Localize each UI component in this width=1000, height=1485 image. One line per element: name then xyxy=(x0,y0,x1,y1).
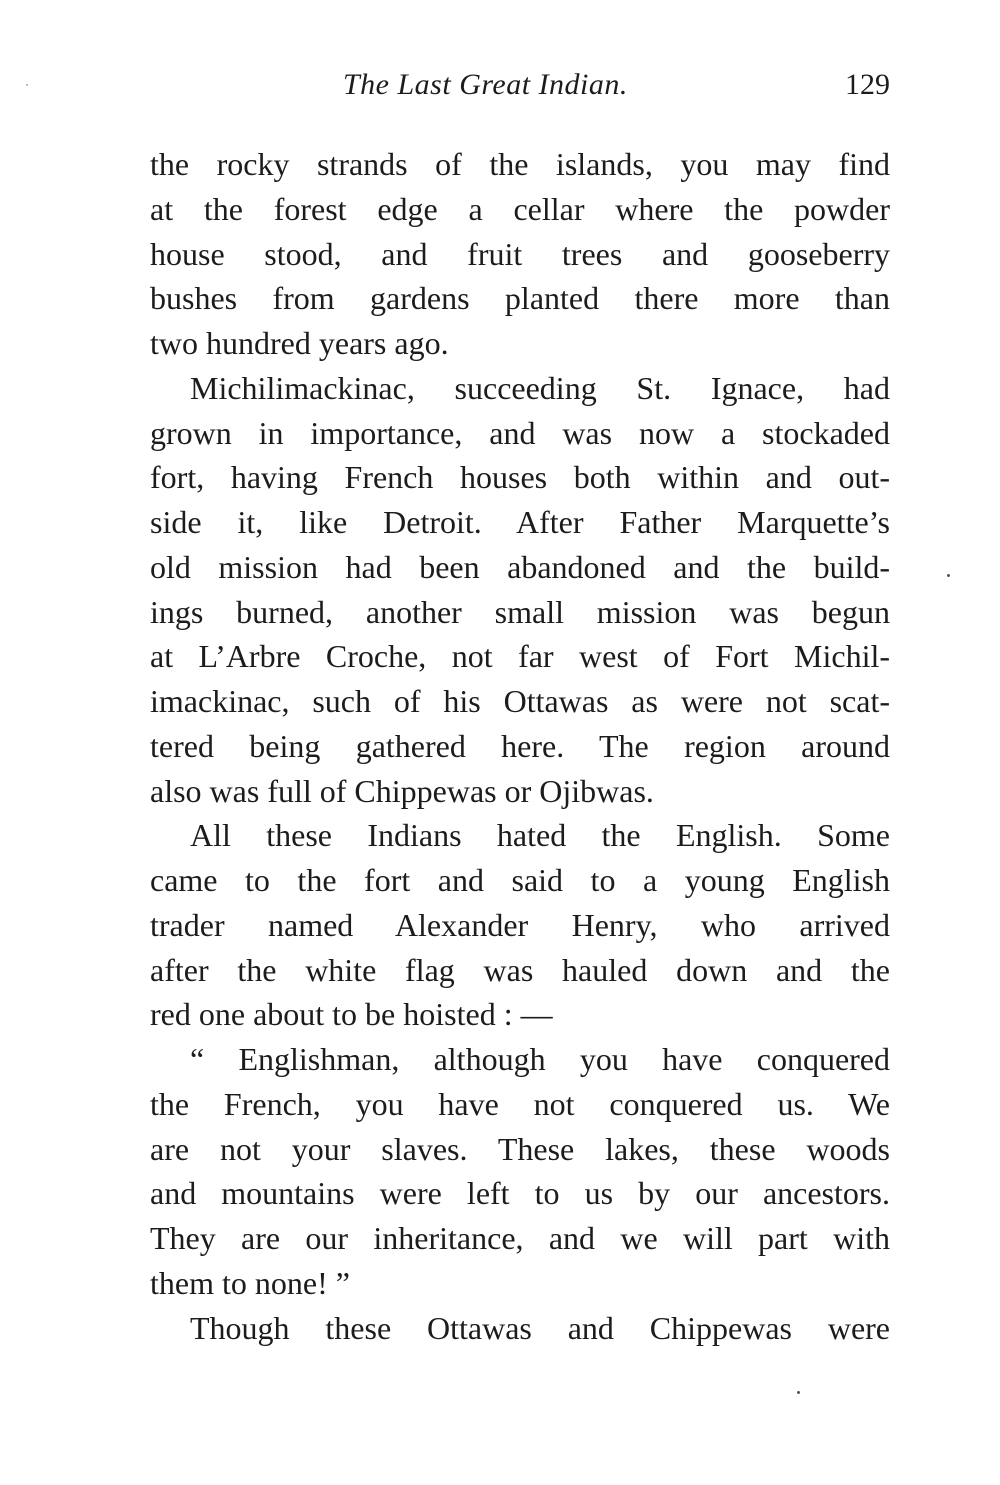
body-text xyxy=(150,142,890,1350)
scan-speck xyxy=(947,574,950,577)
scan-speck xyxy=(26,84,28,86)
text-line: at L’Arbre Croche, not far west of Fort Michil- xyxy=(150,638,890,675)
text-line: the French, you have not conquered us. We xyxy=(150,1085,890,1122)
scan-speck xyxy=(797,1391,800,1394)
text-line: trader named Alexander Henry, who arrived xyxy=(150,906,890,943)
text-line: two hundred years ago. xyxy=(150,325,449,361)
text-line: after the white flag was hauled down and the xyxy=(150,951,890,988)
running-title: The Last Great Indian. xyxy=(343,68,628,101)
page-number: 129 xyxy=(845,68,890,101)
text-line: All these Indians hated the English. Some xyxy=(190,817,890,854)
text-line: Though these Ottawas and Chippewas were xyxy=(190,1309,890,1346)
text-line: the rocky strands of the islands, you may find xyxy=(150,146,890,182)
text-line: tered being gathered here. The region around xyxy=(150,727,890,764)
text-line: grown in importance, and was now a stockaded xyxy=(150,414,890,451)
text-line: house stood, and fruit trees and gooseberry xyxy=(150,235,890,272)
text-line: at the forest edge a cellar where the powder xyxy=(150,190,890,227)
text-line: bushes from gardens planted there more than xyxy=(150,280,890,317)
text-line: old mission had been abandoned and the build- xyxy=(150,548,890,585)
text-line: fort, having French houses both within and out- xyxy=(150,459,890,496)
text-line: “ Englishman, although you have conquered xyxy=(190,1041,890,1077)
text-line: Michilimackinac, succeeding St. Ignace, had xyxy=(190,369,890,406)
text-line: imackinac, such of his Ottawas as were not scat- xyxy=(150,683,890,719)
running-header xyxy=(150,68,890,112)
text-line: side it, like Detroit. After Father Marquette’s xyxy=(150,504,890,540)
text-line: are not your slaves. These lakes, these woods xyxy=(150,1130,890,1167)
text-line: red one about to be hoisted : — xyxy=(150,996,553,1033)
text-line: ings burned, another small mission was begun xyxy=(150,593,890,630)
text-line: also was full of Chippewas or Ojibwas. xyxy=(150,772,654,809)
text-line: came to the fort and said to a young English xyxy=(150,862,890,898)
text-line: They are our inheritance, and we will part with xyxy=(150,1220,890,1256)
text-line: and mountains were left to us by our ancestors. xyxy=(150,1175,890,1212)
text-line: them to none! ” xyxy=(150,1264,350,1301)
